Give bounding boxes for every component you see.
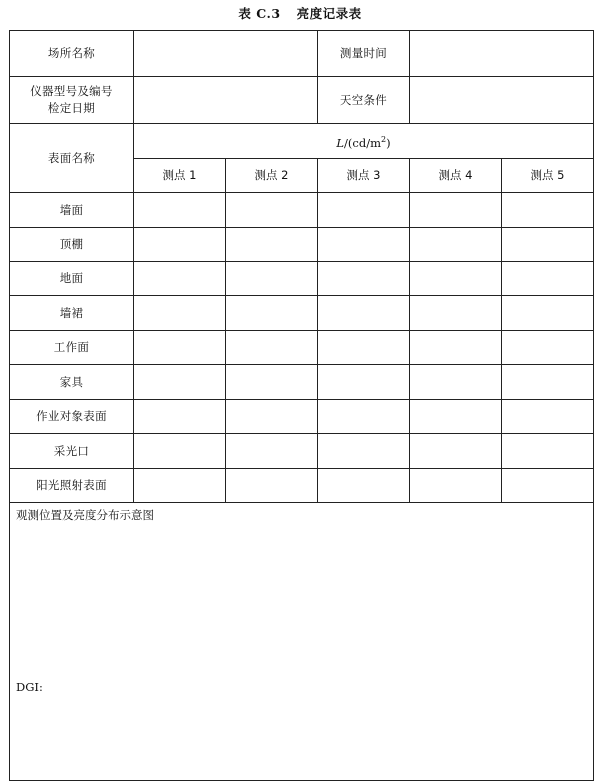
time-label: 测量时间	[318, 31, 410, 77]
luminance-record-table	[9, 30, 594, 781]
surface-label: 墙裙	[10, 296, 134, 331]
measure-cell[interactable]	[502, 434, 594, 469]
measure-cell[interactable]	[502, 365, 594, 400]
measure-cell[interactable]	[318, 296, 410, 331]
instrument-label-line2: 检定日期	[47, 101, 96, 116]
measure-cell[interactable]	[226, 400, 318, 434]
surface-row	[10, 434, 594, 469]
surface-header: 表面名称	[10, 124, 134, 193]
measure-cell[interactable]	[226, 365, 318, 400]
point-header: 测点 5	[502, 159, 594, 193]
surface-row	[10, 296, 594, 331]
measure-cell[interactable]	[410, 434, 502, 469]
surface-label: 阳光照射表面	[10, 469, 134, 503]
measure-cell[interactable]	[502, 262, 594, 296]
table-title	[0, 4, 600, 22]
surface-label: 顶棚	[10, 228, 134, 262]
surface-label: 地面	[10, 262, 134, 296]
sky-label: 天空条件	[318, 77, 410, 124]
measure-cell[interactable]	[226, 228, 318, 262]
instrument-row	[10, 77, 594, 124]
measure-cell[interactable]	[134, 434, 226, 469]
surface-label: 工作面	[10, 331, 134, 365]
measure-cell[interactable]	[502, 193, 594, 228]
measure-cell[interactable]	[410, 365, 502, 400]
luminance-unit	[134, 124, 594, 159]
measure-cell[interactable]	[318, 228, 410, 262]
point-header: 测点 1	[134, 159, 226, 193]
sketch-title: 观测位置及亮度分布示意图	[16, 508, 154, 523]
measure-cell[interactable]	[226, 193, 318, 228]
measure-cell[interactable]	[410, 262, 502, 296]
venue-row	[10, 31, 594, 77]
measure-cell[interactable]	[410, 193, 502, 228]
sky-value-cell[interactable]	[410, 77, 594, 124]
table-number: 表 C.3	[238, 6, 281, 21]
surface-row	[10, 331, 594, 365]
venue-label: 场所名称	[10, 31, 134, 77]
measure-cell[interactable]	[134, 228, 226, 262]
measure-cell[interactable]	[410, 296, 502, 331]
instrument-label	[10, 77, 134, 124]
measure-cell[interactable]	[134, 331, 226, 365]
measure-cell[interactable]	[502, 296, 594, 331]
measure-cell[interactable]	[410, 469, 502, 503]
surface-label: 作业对象表面	[10, 400, 134, 434]
measure-cell[interactable]	[134, 469, 226, 503]
surface-row	[10, 469, 594, 503]
notes-row	[10, 503, 594, 781]
point-header: 测点 4	[410, 159, 502, 193]
time-value-cell[interactable]	[410, 31, 594, 77]
measure-cell[interactable]	[410, 331, 502, 365]
measure-cell[interactable]	[226, 262, 318, 296]
venue-value-cell[interactable]	[134, 31, 318, 77]
surface-row	[10, 193, 594, 228]
measure-cell[interactable]	[226, 469, 318, 503]
point-header: 测点 3	[318, 159, 410, 193]
measure-cell[interactable]	[134, 262, 226, 296]
dgi-label: DGI:	[16, 680, 43, 695]
surface-row	[10, 365, 594, 400]
sketch-area[interactable]	[10, 503, 594, 781]
surface-row	[10, 400, 594, 434]
unit-close: )	[386, 135, 391, 150]
unit-text: /(cd/m	[344, 135, 381, 150]
measure-cell[interactable]	[318, 262, 410, 296]
surface-label: 采光口	[10, 434, 134, 469]
measure-cell[interactable]	[318, 469, 410, 503]
surface-label: 家具	[10, 365, 134, 400]
measure-cell[interactable]	[226, 434, 318, 469]
measure-cell[interactable]	[502, 469, 594, 503]
unit-superscript: 2	[381, 134, 387, 144]
measure-cell[interactable]	[134, 296, 226, 331]
measure-cell[interactable]	[134, 365, 226, 400]
unit-row	[10, 124, 594, 159]
measure-cell[interactable]	[226, 296, 318, 331]
measure-cell[interactable]	[318, 331, 410, 365]
luminance-symbol: L	[336, 135, 345, 150]
table-name: 亮度记录表	[296, 6, 362, 21]
measure-cell[interactable]	[502, 228, 594, 262]
surface-row	[10, 228, 594, 262]
measure-cell[interactable]	[226, 331, 318, 365]
measure-cell[interactable]	[502, 331, 594, 365]
surface-row	[10, 262, 594, 296]
measure-cell[interactable]	[502, 400, 594, 434]
instrument-value-cell[interactable]	[134, 77, 318, 124]
measure-cell[interactable]	[318, 365, 410, 400]
measure-cell[interactable]	[134, 193, 226, 228]
measure-cell[interactable]	[318, 400, 410, 434]
point-header: 测点 2	[226, 159, 318, 193]
instrument-label-line1: 仪器型号及编号	[30, 84, 113, 99]
measure-cell[interactable]	[318, 193, 410, 228]
measure-cell[interactable]	[410, 400, 502, 434]
measure-cell[interactable]	[134, 400, 226, 434]
measure-cell[interactable]	[318, 434, 410, 469]
surface-label: 墙面	[10, 193, 134, 228]
measure-cell[interactable]	[410, 228, 502, 262]
